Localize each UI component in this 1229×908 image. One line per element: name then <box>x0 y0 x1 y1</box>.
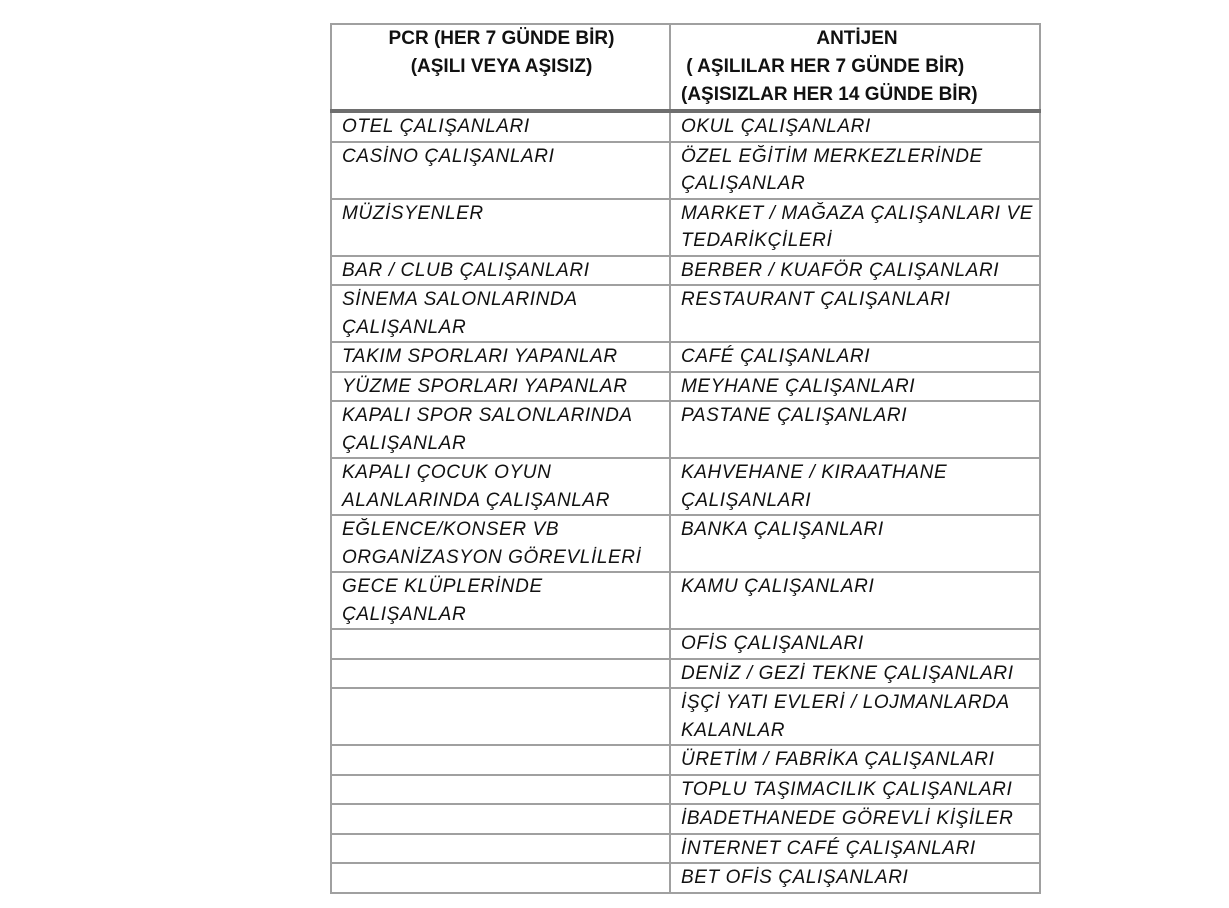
pcr-cell: EĞLENCE/KONSER VB ORGANİZASYON GÖREVLİLERİ <box>331 515 670 572</box>
table-row <box>331 515 1040 572</box>
antigen-cell: CAFÉ ÇALIŞANLARI <box>670 342 1040 372</box>
antigen-cell: PASTANE ÇALIŞANLARI <box>670 401 1040 458</box>
pcr-cell: BAR / CLUB ÇALIŞANLARI <box>331 256 670 286</box>
antigen-cell: İBADETHANEDE GÖREVLİ KİŞİLER <box>670 804 1040 834</box>
pcr-cell <box>331 688 670 745</box>
table-body <box>331 111 1040 893</box>
antigen-cell: TOPLU TAŞIMACILIK ÇALIŞANLARI <box>670 775 1040 805</box>
pcr-cell <box>331 629 670 659</box>
pcr-cell: SİNEMA SALONLARINDA ÇALIŞANLAR <box>331 285 670 342</box>
table-row <box>331 863 1040 893</box>
antigen-cell: KAHVEHANE / KIRAATHANE ÇALIŞANLARI <box>670 458 1040 515</box>
pcr-cell: CASİNO ÇALIŞANLARI <box>331 142 670 199</box>
pcr-cell <box>331 834 670 864</box>
antigen-cell: ÜRETİM / FABRİKA ÇALIŞANLARI <box>670 745 1040 775</box>
antigen-cell: İNTERNET CAFÉ ÇALIŞANLARI <box>670 834 1040 864</box>
table-row <box>331 745 1040 775</box>
table-row <box>331 111 1040 142</box>
table-row <box>331 401 1040 458</box>
pcr-cell: MÜZİSYENLER <box>331 199 670 256</box>
table-header <box>331 24 1040 111</box>
table-row <box>331 629 1040 659</box>
table-row <box>331 142 1040 199</box>
pcr-cell <box>331 745 670 775</box>
table-row <box>331 256 1040 286</box>
pcr-cell <box>331 659 670 689</box>
antigen-cell: OKUL ÇALIŞANLARI <box>670 111 1040 142</box>
antigen-column-header <box>670 24 1040 111</box>
antigen-vaccinated-frequency: ( AŞILILAR HER 7 GÜNDE BİR) <box>681 56 965 77</box>
table-row <box>331 372 1040 402</box>
table-row <box>331 775 1040 805</box>
table-row <box>331 285 1040 342</box>
pcr-cell: GECE KLÜPLERİNDE ÇALIŞANLAR <box>331 572 670 629</box>
pcr-cell <box>331 775 670 805</box>
table-row <box>331 659 1040 689</box>
pcr-column-header <box>331 24 670 111</box>
pcr-cell: YÜZME SPORLARI YAPANLAR <box>331 372 670 402</box>
pcr-cell: KAPALI ÇOCUK OYUN ALANLARINDA ÇALIŞANLAR <box>331 458 670 515</box>
pcr-cell: KAPALI SPOR SALONLARINDA ÇALIŞANLAR <box>331 401 670 458</box>
antigen-cell: BANKA ÇALIŞANLARI <box>670 515 1040 572</box>
pcr-subtitle: (AŞILI VEYA AŞISIZ) <box>410 56 593 77</box>
table-row <box>331 458 1040 515</box>
antigen-cell: KAMU ÇALIŞANLARI <box>670 572 1040 629</box>
antigen-cell: BERBER / KUAFÖR ÇALIŞANLARI <box>670 256 1040 286</box>
table-row <box>331 572 1040 629</box>
header-row <box>331 24 1040 111</box>
pcr-cell: OTEL ÇALIŞANLARI <box>331 111 670 142</box>
table-row <box>331 834 1040 864</box>
antigen-cell: BET OFİS ÇALIŞANLARI <box>670 863 1040 893</box>
pcr-cell <box>331 804 670 834</box>
antigen-cell: ÖZEL EĞİTİM MERKEZLERİNDE ÇALIŞANLAR <box>670 142 1040 199</box>
table-row <box>331 342 1040 372</box>
antigen-cell: OFİS ÇALIŞANLARI <box>670 629 1040 659</box>
table-row <box>331 688 1040 745</box>
antigen-title: ANTİJEN <box>816 28 898 49</box>
antigen-cell: DENİZ / GEZİ TEKNE ÇALIŞANLARI <box>670 659 1040 689</box>
table-row <box>331 804 1040 834</box>
testing-schedule-table <box>330 23 1041 894</box>
antigen-cell: MEYHANE ÇALIŞANLARI <box>670 372 1040 402</box>
pcr-title: PCR (HER 7 GÜNDE BİR) <box>388 28 615 49</box>
antigen-cell: MARKET / MAĞAZA ÇALIŞANLARI VE TEDARİKÇİLERİ <box>670 199 1040 256</box>
antigen-unvaccinated-frequency: (AŞISIZLAR HER 14 GÜNDE BİR) <box>681 84 978 105</box>
table-row <box>331 199 1040 256</box>
antigen-cell: İŞÇİ YATI EVLERİ / LOJMANLARDA KALANLAR <box>670 688 1040 745</box>
pcr-cell <box>331 863 670 893</box>
antigen-cell: RESTAURANT ÇALIŞANLARI <box>670 285 1040 342</box>
pcr-cell: TAKIM SPORLARI YAPANLAR <box>331 342 670 372</box>
